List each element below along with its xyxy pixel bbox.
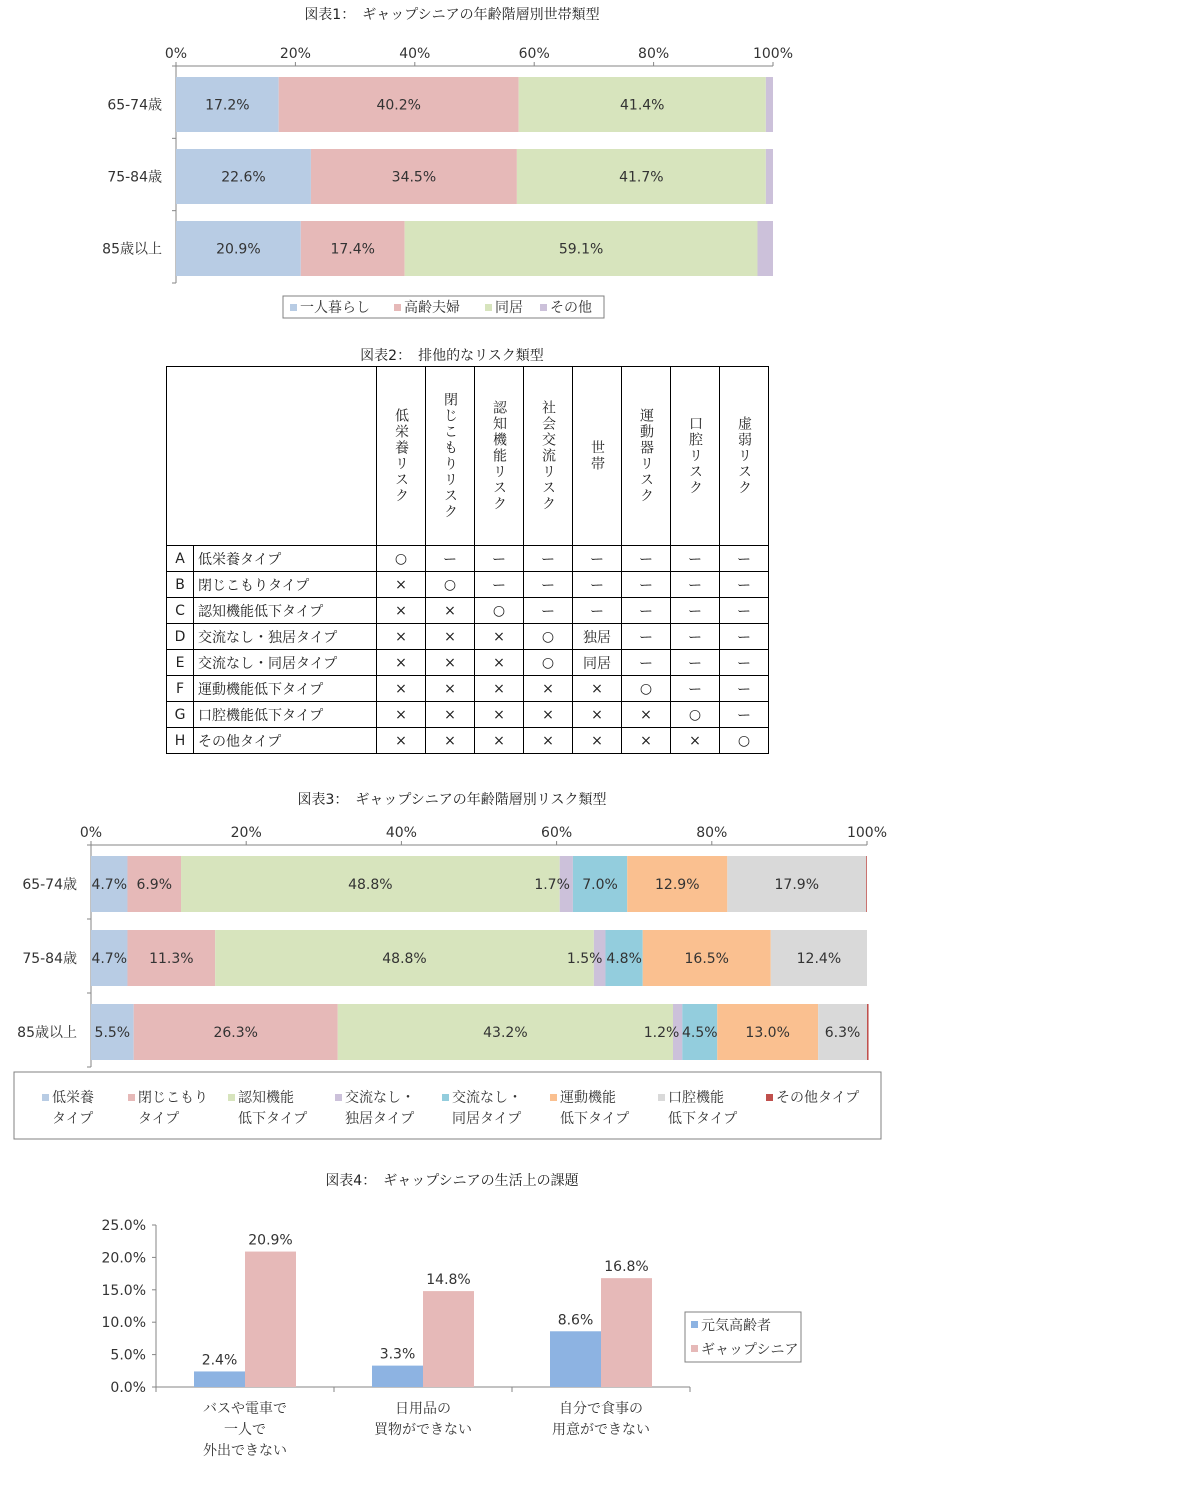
chart1-legend-label: 高齢夫婦 <box>404 300 460 316</box>
chart3-data-label: 1.5% <box>566 951 603 967</box>
table-cell: × <box>426 702 475 728</box>
chart4-legend-label: 元気高齢者 <box>701 1318 771 1334</box>
table-cell: ー <box>720 624 769 650</box>
table-cell: × <box>671 728 720 754</box>
chart4-data-label: 8.6% <box>557 1312 594 1329</box>
table-row-type-name: 認知機能低下タイプ <box>194 598 377 624</box>
chart1-x-tick-label: 80% <box>638 46 670 62</box>
chart4-y-tick-label: 5.0% <box>110 1347 146 1364</box>
chart3-x-tick-label: 100% <box>846 825 888 841</box>
chart4-category-label: 一人で <box>224 1422 266 1438</box>
table-cell: ー <box>671 676 720 702</box>
table-row <box>167 598 769 624</box>
chart1-category-label: 65-74歳 <box>107 97 162 114</box>
chart4-data-label: 3.3% <box>379 1346 416 1363</box>
table-column-header <box>475 367 524 546</box>
table-row <box>167 676 769 702</box>
table-row <box>167 572 769 598</box>
table-row-type-name: その他タイプ <box>194 728 377 754</box>
table-cell: ー <box>622 650 671 676</box>
chart3-x-tick-label: 60% <box>541 825 573 841</box>
chart3-x-tick-label: 80% <box>696 825 728 841</box>
chart4-data-label: 16.8% <box>604 1259 649 1276</box>
chart1-x-tick-label: 0% <box>164 46 188 62</box>
table-cell: ○ <box>671 702 720 728</box>
table-row-code: B <box>167 572 194 598</box>
table-row <box>167 624 769 650</box>
table-corner-cell <box>167 367 377 546</box>
table-cell: ー <box>622 624 671 650</box>
table-row-type-name: 交流なし・同居タイプ <box>194 650 377 676</box>
chart3-data-label: 16.5% <box>684 951 729 967</box>
chart4-y-tick-label: 10.0% <box>101 1315 146 1332</box>
chart4-category-label: 用意ができない <box>552 1422 650 1438</box>
chart3-bar-segment <box>866 856 867 912</box>
chart4-bar <box>550 1331 601 1387</box>
chart3-data-label: 6.9% <box>136 877 173 893</box>
table-cell: × <box>426 728 475 754</box>
table-column-header <box>377 367 426 546</box>
chart3-risk-by-age <box>0 800 1192 1160</box>
chart4-category-label: 自分で食事の <box>559 1401 643 1417</box>
chart3-data-label: 43.2% <box>483 1025 528 1041</box>
chart4-data-label: 2.4% <box>201 1352 238 1369</box>
table-cell: 独居 <box>573 624 622 650</box>
chart1-x-tick-label: 40% <box>399 46 431 62</box>
table-cell: × <box>622 728 671 754</box>
table-cell: × <box>377 598 426 624</box>
chart3-x-tick-label: 0% <box>79 825 103 841</box>
table-column-header-label: 口腔リスク <box>687 416 703 496</box>
chart4-bar <box>372 1366 423 1387</box>
chart1-legend-label: 同居 <box>495 300 523 316</box>
table-cell: ー <box>622 572 671 598</box>
table-row-code: H <box>167 728 194 754</box>
chart3-data-label: 13.0% <box>745 1025 790 1041</box>
chart3-legend-label: タイプ <box>138 1111 180 1127</box>
chart3-category-label: 65-74歳 <box>22 877 77 893</box>
chart4-bar <box>601 1278 652 1387</box>
chart1-x-tick-label: 60% <box>518 46 550 62</box>
table-cell: × <box>475 676 524 702</box>
table-column-header <box>720 367 769 546</box>
table-cell: ○ <box>720 728 769 754</box>
table-cell: × <box>377 728 426 754</box>
chart3-data-label: 5.5% <box>94 1025 131 1041</box>
chart3-legend-label: 低下タイプ <box>668 1111 738 1127</box>
chart1-x-tick-label: 20% <box>279 46 311 62</box>
chart3-legend-label: 運動機能 <box>560 1090 616 1106</box>
chart3-legend-label: 認知機能 <box>238 1090 294 1106</box>
chart3-data-label: 17.9% <box>774 877 820 893</box>
chart4-y-tick-label: 15.0% <box>101 1282 146 1299</box>
chart1-bar-segment <box>766 77 773 132</box>
table-row-type-name: 閉じこもりタイプ <box>194 572 377 598</box>
table-cell: ー <box>671 624 720 650</box>
chart1-legend-label: その他 <box>550 300 592 316</box>
chart3-legend-label: 同居タイプ <box>452 1111 522 1127</box>
table-cell: × <box>475 650 524 676</box>
table-cell: ー <box>524 598 573 624</box>
table-cell: ー <box>671 598 720 624</box>
chart1-data-label: 22.6% <box>221 169 266 186</box>
chart4-y-tick-label: 0.0% <box>110 1380 146 1396</box>
table-cell: × <box>377 572 426 598</box>
chart3-data-label: 6.3% <box>824 1025 861 1041</box>
table-cell: ー <box>475 546 524 572</box>
chart1-bar-segment <box>757 221 773 276</box>
chart4-y-tick-label: 25.0% <box>101 1218 146 1234</box>
table-cell: ー <box>573 546 622 572</box>
risk-type-table <box>166 366 769 754</box>
table-cell: × <box>524 728 573 754</box>
table-cell: ー <box>720 546 769 572</box>
table-cell: × <box>573 728 622 754</box>
chart1-x-tick-label: 100% <box>752 46 794 62</box>
table-column-header-label: 世帯 <box>589 440 605 472</box>
table-row-code: A <box>167 546 194 572</box>
chart3-legend-label: 低下タイプ <box>238 1111 308 1127</box>
chart4-bar <box>423 1291 474 1387</box>
table-cell: × <box>377 702 426 728</box>
chart3-legend-label: タイプ <box>52 1111 94 1127</box>
chart3-data-label: 26.3% <box>213 1025 258 1041</box>
chart4-legend-label: ギャップシニア <box>701 1342 799 1358</box>
table-cell: ー <box>573 572 622 598</box>
chart3-legend-swatch <box>335 1094 342 1101</box>
chart3-legend-label: 低栄養 <box>52 1090 94 1106</box>
chart1-legend-swatch <box>290 304 297 311</box>
chart3-legend-label: 交流なし・ <box>345 1090 415 1106</box>
chart3-legend-swatch <box>550 1094 557 1101</box>
table-cell: ー <box>426 546 475 572</box>
chart4-daily-life-issues <box>0 1190 1192 1490</box>
table-row-type-name: 交流なし・独居タイプ <box>194 624 377 650</box>
table-cell: × <box>524 702 573 728</box>
table-cell: ー <box>524 546 573 572</box>
table-cell: ○ <box>524 624 573 650</box>
chart3-legend-label: 閉じこもり <box>138 1090 208 1106</box>
table-row-code: D <box>167 624 194 650</box>
chart3-data-label: 48.8% <box>348 877 393 893</box>
chart3-legend-label: 交流なし・ <box>452 1090 522 1106</box>
chart3-legend-swatch <box>228 1094 235 1101</box>
table-cell: ー <box>573 598 622 624</box>
chart3-bar-segment <box>867 1004 869 1060</box>
table-cell: × <box>622 702 671 728</box>
table-column-header-label: 虚弱リスク <box>736 416 752 496</box>
chart3-legend-swatch <box>766 1094 773 1101</box>
table-cell: ○ <box>524 650 573 676</box>
chart3-data-label: 1.2% <box>643 1025 680 1041</box>
chart1-legend-swatch <box>485 304 492 311</box>
chart1-data-label: 41.4% <box>620 97 665 114</box>
table-cell: × <box>475 728 524 754</box>
table2-title: 図表2： 排他的なリスク類型 <box>360 348 544 364</box>
chart4-category-label: 外出できない <box>203 1443 287 1459</box>
chart3-data-label: 4.8% <box>606 951 642 967</box>
chart3-category-label: 75-84歳 <box>22 951 77 967</box>
table-cell: × <box>377 676 426 702</box>
table-row <box>167 702 769 728</box>
chart1-title: 図表1： ギャップシニアの年齢階層別世帯類型 <box>304 7 600 23</box>
table-row-code: C <box>167 598 194 624</box>
chart4-title: 図表4： ギャップシニアの生活上の課題 <box>325 1173 579 1189</box>
table-cell: ー <box>622 598 671 624</box>
table-cell: ○ <box>622 676 671 702</box>
table-row <box>167 650 769 676</box>
chart3-data-label: 4.7% <box>91 877 128 893</box>
table-cell: ー <box>671 572 720 598</box>
chart1-data-label: 17.4% <box>330 241 375 258</box>
chart3-data-label: 48.8% <box>382 951 427 967</box>
chart1-legend-swatch <box>394 304 401 311</box>
table-cell: × <box>475 624 524 650</box>
table-column-header-label: 運動器リスク <box>638 408 654 504</box>
chart1-legend-swatch <box>540 304 547 311</box>
table-cell: × <box>573 676 622 702</box>
chart1-data-label: 34.5% <box>391 169 437 186</box>
table-cell: ○ <box>426 572 475 598</box>
table-cell: ー <box>720 650 769 676</box>
table-cell: ー <box>524 572 573 598</box>
chart3-legend-swatch <box>658 1094 665 1101</box>
chart4-legend-swatch <box>691 1345 698 1352</box>
table-row <box>167 546 769 572</box>
table-cell: ○ <box>377 546 426 572</box>
table-row-code: G <box>167 702 194 728</box>
table-cell: × <box>475 702 524 728</box>
table-column-header <box>426 367 475 546</box>
table-column-header <box>671 367 720 546</box>
table-cell: ー <box>720 702 769 728</box>
chart4-bar <box>194 1371 245 1387</box>
chart3-legend-label: 低下タイプ <box>560 1111 630 1127</box>
chart4-bar <box>245 1252 296 1387</box>
table-row-type-name: 運動機能低下タイプ <box>194 676 377 702</box>
chart1-category-label: 75-84歳 <box>107 169 162 186</box>
chart3-x-tick-label: 20% <box>230 825 262 841</box>
chart3-data-label: 1.7% <box>534 877 570 893</box>
chart1-data-label: 17.2% <box>205 97 250 114</box>
chart1-bar-segment <box>766 149 773 204</box>
chart4-y-tick-label: 20.0% <box>101 1250 146 1267</box>
chart3-data-label: 4.5% <box>681 1025 718 1041</box>
chart1-data-label: 40.2% <box>376 97 421 114</box>
chart3-legend-label: 口腔機能 <box>668 1090 724 1106</box>
chart3-data-label: 12.9% <box>655 877 700 893</box>
table-cell: ー <box>671 546 720 572</box>
chart1-data-label: 20.9% <box>216 241 261 258</box>
table-column-header <box>622 367 671 546</box>
table-cell: 同居 <box>573 650 622 676</box>
chart3-legend-label: 独居タイプ <box>345 1111 415 1127</box>
table-cell: ○ <box>475 598 524 624</box>
table-column-header-label: 低栄養リスク <box>393 408 409 504</box>
table-column-header <box>573 367 622 546</box>
table-cell: ー <box>720 676 769 702</box>
chart3-legend-swatch <box>128 1094 135 1101</box>
chart4-category-label: 買物ができない <box>374 1422 472 1438</box>
chart1-legend-label: 一人暮らし <box>300 300 370 316</box>
chart1-data-label: 41.7% <box>619 169 664 186</box>
chart3-title: 図表3： ギャップシニアの年齢階層別リスク類型 <box>297 792 607 808</box>
table-row-code: E <box>167 650 194 676</box>
chart3-category-label: 85歳以上 <box>17 1025 77 1041</box>
table-row-code: F <box>167 676 194 702</box>
table-column-header-label: 社会交流リスク <box>540 400 556 512</box>
table-cell: ー <box>622 546 671 572</box>
chart1-category-label: 85歳以上 <box>102 241 162 258</box>
table-cell: × <box>573 702 622 728</box>
chart4-data-label: 14.8% <box>426 1272 471 1289</box>
table-cell: × <box>377 624 426 650</box>
chart3-data-label: 4.7% <box>91 951 128 967</box>
table-cell: × <box>426 650 475 676</box>
chart3-x-tick-label: 40% <box>385 825 417 841</box>
table-cell: × <box>426 624 475 650</box>
table-cell: × <box>377 650 426 676</box>
table-cell: × <box>426 676 475 702</box>
chart4-legend-swatch <box>691 1321 698 1328</box>
table-cell: ー <box>475 572 524 598</box>
table-cell: ー <box>720 572 769 598</box>
table-row <box>167 728 769 754</box>
table-column-header-label: 認知機能リスク <box>491 400 507 512</box>
table-row-type-name: 口腔機能低下タイプ <box>194 702 377 728</box>
table-cell: × <box>426 598 475 624</box>
chart1-data-label: 59.1% <box>558 241 604 258</box>
chart3-data-label: 7.0% <box>582 877 618 893</box>
table-cell: ー <box>671 650 720 676</box>
chart4-category-label: バスや電車で <box>203 1401 287 1417</box>
chart3-legend-label: その他タイプ <box>776 1090 860 1106</box>
chart3-data-label: 11.3% <box>149 951 194 967</box>
chart4-data-label: 20.9% <box>248 1232 293 1249</box>
table-cell: ー <box>720 598 769 624</box>
chart4-category-label: 日用品の <box>395 1401 451 1417</box>
table-cell: × <box>524 676 573 702</box>
table-row-type-name: 低栄養タイプ <box>194 546 377 572</box>
table-column-header <box>524 367 573 546</box>
chart3-legend-swatch <box>42 1094 49 1101</box>
chart3-data-label: 12.4% <box>796 951 842 967</box>
chart3-legend-swatch <box>442 1094 449 1101</box>
table-column-header-label: 閉じこもりリスク <box>442 392 458 520</box>
chart1-household-by-age <box>0 0 1192 330</box>
